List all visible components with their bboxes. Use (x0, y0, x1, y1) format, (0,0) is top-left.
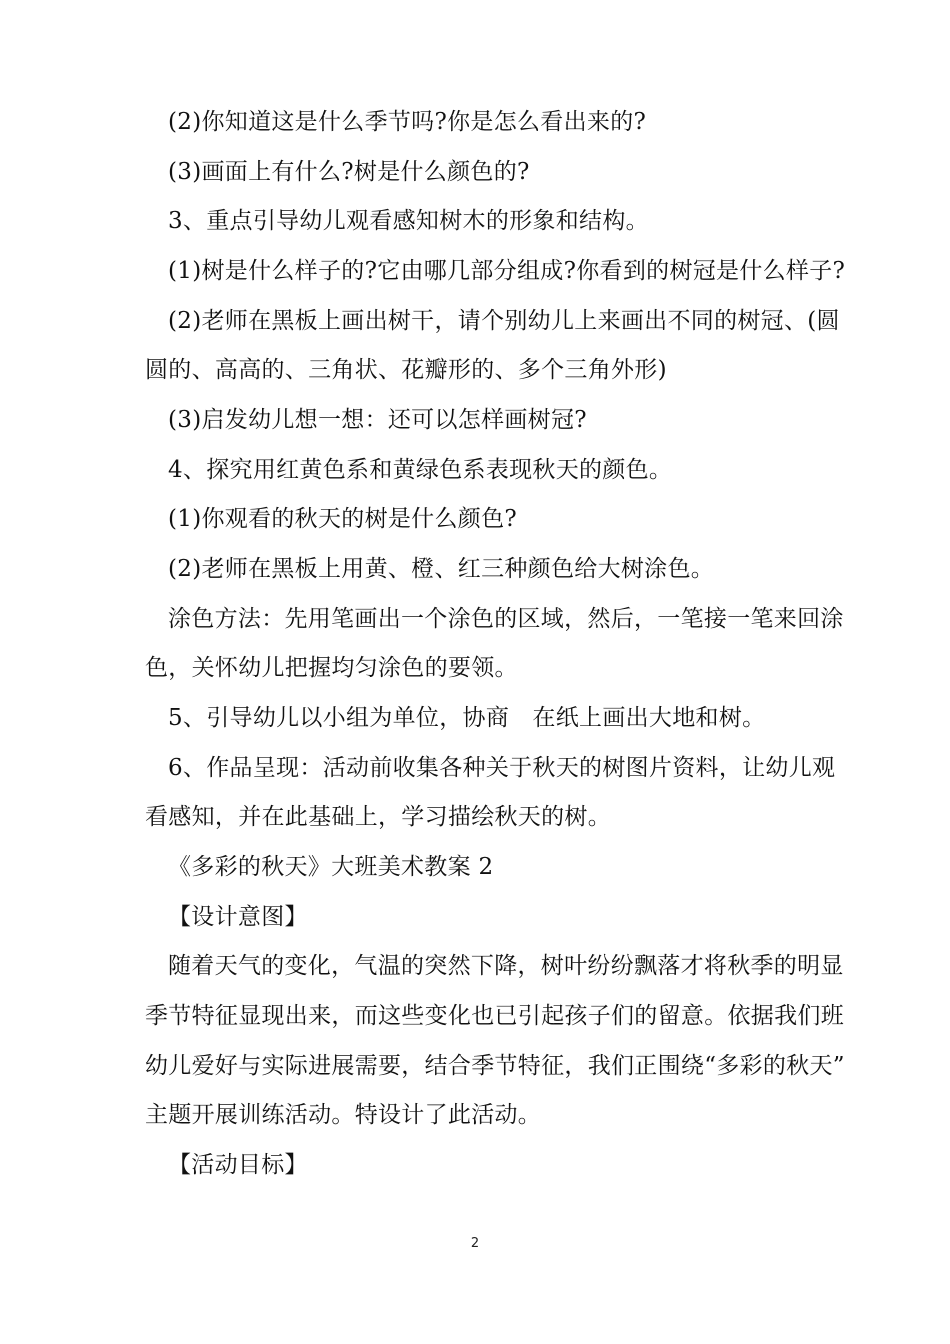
design-intent-para-3: 幼儿爱好与实际进展需要，结合季节特征，我们正围绕“多彩的秋天” (145, 1053, 845, 1079)
question-tree-shape: (1)树是什么样子的?它由哪几部分组成?你看到的树冠是什么样子? (168, 258, 846, 284)
coloring-method: 涂色方法：先用笔画出一个涂色的区域，然后，一笔接一笔来回涂 (168, 606, 844, 632)
inspire-children: (3)启发幼儿想一想：还可以怎样画树冠? (168, 407, 587, 433)
step-6-cont: 看感知，并在此基础上，学习描绘秋天的树。 (145, 804, 611, 830)
teacher-draw-trunk-cont: 圆的、高高的、三角状、花瓣形的、多个三角外形) (145, 357, 667, 383)
lesson-plan-title: 《多彩的秋天》大班美术教案 2 (168, 854, 494, 880)
teacher-coloring: (2)老师在黑板上用黄、橙、红三种颜色给大树涂色。 (168, 556, 715, 582)
activity-goals-heading: 【活动目标】 (168, 1152, 308, 1178)
page-number: 2 (470, 1236, 480, 1251)
question-season: (2)你知道这是什么季节吗?你是怎么看出来的? (168, 109, 647, 135)
question-picture: (3)画面上有什么?树是什么颜色的? (168, 159, 530, 185)
question-autumn-color: (1)你观看的秋天的树是什么颜色? (168, 506, 518, 532)
design-intent-para-2: 季节特征显现出来，而这些变化也已引起孩子们的留意。依据我们班 (145, 1003, 844, 1029)
teacher-draw-trunk: (2)老师在黑板上画出树干，请个别幼儿上来画出不同的树冠、(圆 (168, 308, 840, 334)
step-5-heading: 5、引导幼儿以小组为单位，协商 在纸上画出大地和树。 (168, 705, 766, 731)
design-intent-para-4: 主题开展训练活动。特设计了此活动。 (145, 1102, 542, 1128)
step-4-heading: 4、探究用红黄色系和黄绿色系表现秋天的颜色。 (168, 457, 673, 483)
step-3-heading: 3、重点引导幼儿观看感知树木的形象和结构。 (168, 208, 649, 234)
design-intent-para-1: 随着天气的变化，气温的突然下降，树叶纷纷飘落才将秋季的明显 (168, 953, 844, 979)
coloring-method-cont: 色，关怀幼儿把握均匀涂色的要领。 (145, 655, 518, 681)
design-intent-heading: 【设计意图】 (168, 904, 308, 930)
step-6-heading: 6、作品呈现：活动前收集各种关于秋天的树图片资料，让幼儿观 (168, 755, 836, 781)
